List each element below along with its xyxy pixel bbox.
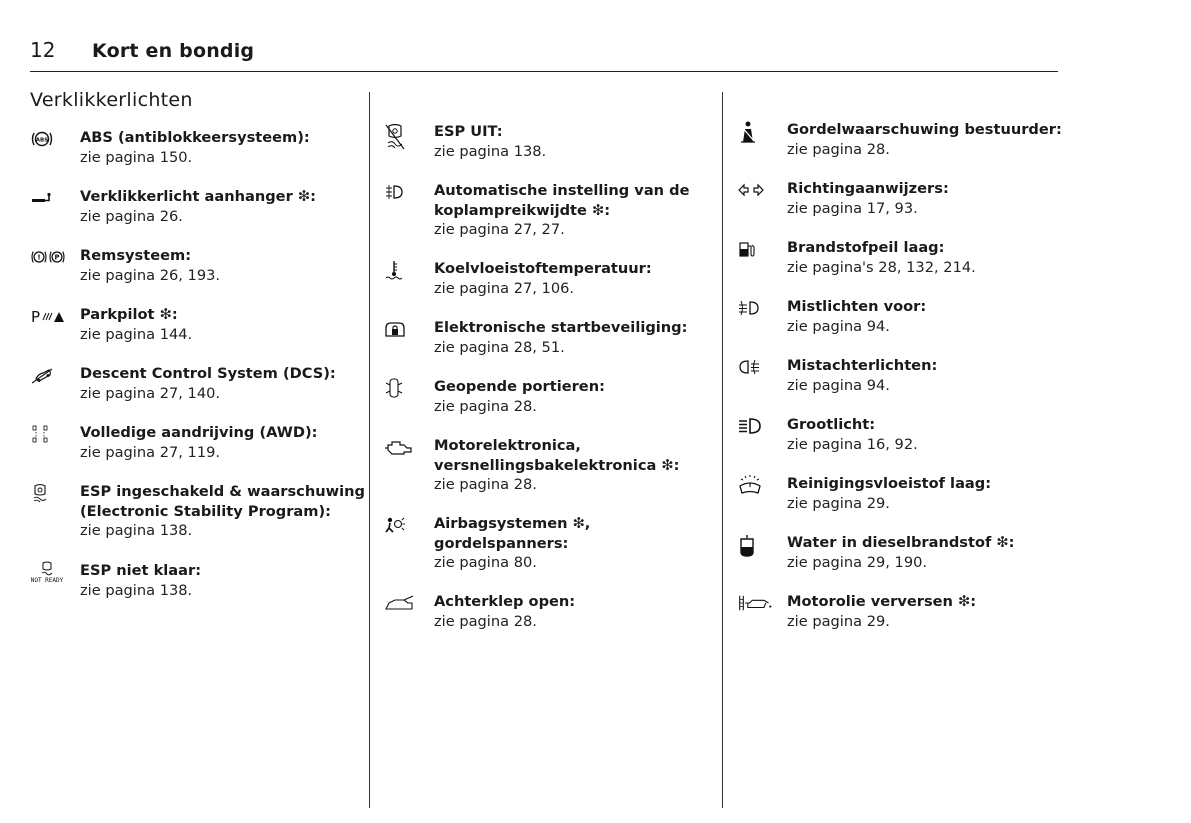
page-reference: zie pagina 26. [80,207,183,225]
parkpilot-icon [30,305,66,327]
door-open-icon [384,377,420,399]
indicator-label: Water in dieselbrandstof ❇: [787,534,1015,551]
page-reference: zie pagina 28, 51. [434,338,565,356]
page-reference: zie pagina 29. [787,494,890,512]
awd-icon [30,423,66,445]
immobilizer-icon [384,318,420,340]
page-reference: zie pagina 28. [434,397,537,415]
section-title: Verklikkerlichten [30,89,193,111]
header-rule [30,71,1058,72]
indicator-label: Mistlichten voor: [787,298,927,315]
oil-change-icon [737,592,773,614]
column-divider-2 [722,92,723,808]
page-reference: zie pagina 138. [434,142,547,160]
headlamp-leveling-icon [384,181,420,203]
svg-text:P: P [31,308,41,326]
chapter-title: Kort en bondig [92,40,255,62]
engine-electronics-icon [384,436,420,458]
page-reference: zie pagina 138. [80,522,193,539]
indicator-label: Elektronische startbeveiliging: [434,319,688,336]
indicator-label: ESP niet klaar: [80,562,202,579]
indicator-label: Descent Control System (DCS): [80,365,336,382]
page-reference: zie pagina 28. [434,476,537,493]
trailer-icon [30,187,66,209]
page-header [30,38,254,68]
coolant-temp-icon [384,259,420,281]
indicator-label: ABS (antiblokkeersysteem): [80,129,310,146]
indicator-label: ESP UIT: [434,123,503,140]
indicator-label: Koelvloeistoftemperatuur: [434,260,652,277]
indicator-label: Motorelektronica, versnellingsbakelektronica ❇: [434,437,680,474]
indicator-label: Automatische instelling van de koplampreikwijdte ❇: [434,182,690,219]
page-reference: zie pagina 94. [787,317,890,335]
rear-fog-icon [737,356,773,378]
page-reference: zie pagina 150. [80,148,193,166]
indicator-label: Achterklep open: [434,593,576,610]
turn-signal-icon [737,179,773,201]
not-ready-caption: NOT READY [30,577,64,584]
svg-text:!: ! [37,252,41,262]
page-reference: zie pagina 80. [434,554,537,571]
airbag-icon [384,514,420,536]
page-reference: zie pagina 27, 119. [80,443,221,461]
indicator-label: ESP ingeschakeld & waarschuwing (Electronic Stability Program): [80,483,365,520]
page-reference: zie pagina 27, 140. [80,384,221,402]
indicator-label: Gordelwaarschuwing bestuurder: [787,121,1062,138]
page-reference: zie pagina 144. [80,325,193,343]
esp-warning-icon [30,482,66,504]
fuel-low-icon [737,238,773,260]
page-reference: zie pagina 28. [434,612,537,630]
water-in-diesel-icon [737,533,773,559]
page-number: 12 [30,38,56,62]
page-reference: zie pagina 28. [787,140,890,158]
indicator-label: Mistachterlichten: [787,357,938,374]
page-reference: zie pagina 29, 190. [787,553,928,571]
column-divider-1 [369,92,370,808]
svg-text:P: P [54,253,60,262]
indicator-label: Volledige aandrijving (AWD): [80,424,318,441]
indicator-label: Geopende portieren: [434,378,605,395]
indicator-label: Richtingaanwijzers: [787,180,949,197]
abs-icon [30,128,66,150]
indicator-label: Reinigingsvloeistof laag: [787,475,992,492]
indicator-label: Remsysteem: [80,247,192,264]
indicator-label: Parkpilot ❇: [80,306,178,323]
page-reference: zie pagina 17, 93. [787,199,918,217]
page-reference: zie pagina 94. [787,376,890,394]
esp-off-icon [384,122,420,152]
svg-text:ABS: ABS [35,137,49,144]
front-fog-icon [737,297,773,319]
indicator-label: Verklikkerlicht aanhanger ❇: [80,188,316,205]
high-beam-icon [737,415,773,437]
indicator-label: Airbagsystemen ❇, gordelspanners: [434,515,591,552]
page-reference: zie pagina's 28, 132, 214. [787,258,976,276]
page-reference: zie pagina 16, 92. [787,435,918,453]
tailgate-open-icon [384,592,420,614]
brake-system-icon [30,246,66,268]
page-reference: zie pagina 138. [80,581,193,599]
page-reference: zie pagina 26, 193. [80,266,221,284]
esp-not-ready-icon [30,561,64,587]
descent-control-icon [30,364,66,386]
indicator-label: Grootlicht: [787,416,876,433]
page-reference: zie pagina 27, 27. [434,221,565,238]
seatbelt-icon [737,120,773,146]
indicator-label: Motorolie verversen ❇: [787,593,977,610]
page-reference: zie pagina 27, 106. [434,279,575,297]
washer-fluid-icon [737,474,773,496]
indicator-label: Brandstofpeil laag: [787,239,945,256]
page-reference: zie pagina 29. [787,612,890,630]
